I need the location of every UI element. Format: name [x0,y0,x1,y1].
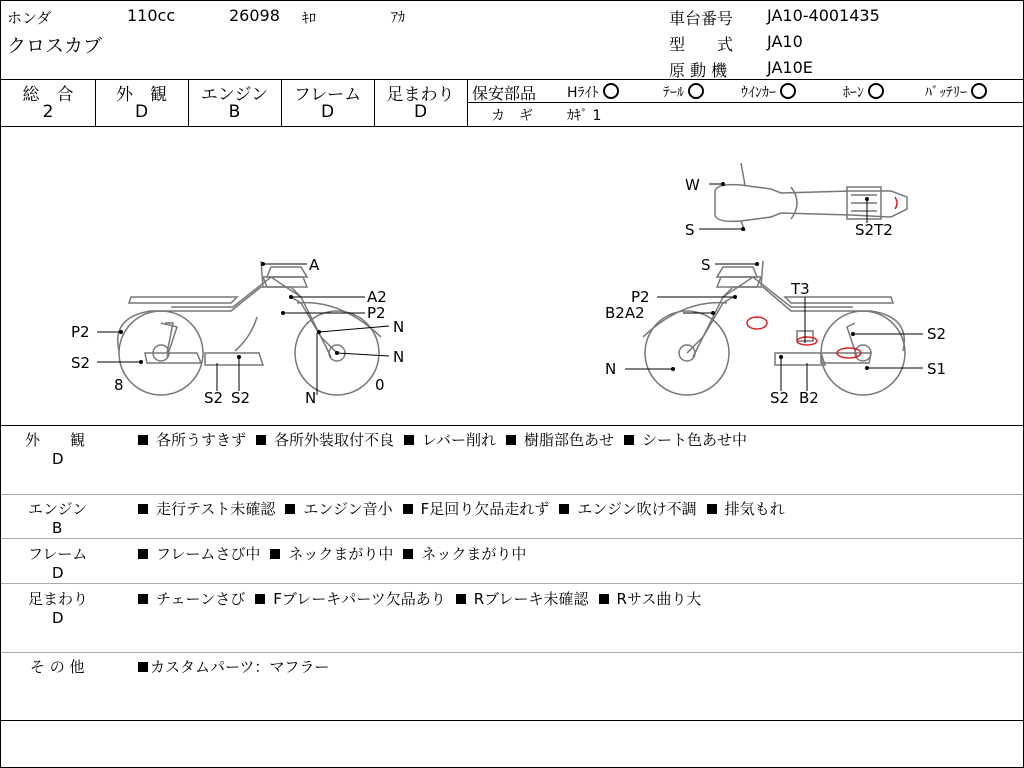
diagram-label: S [685,221,695,239]
remark-label-exterior: 外 観 [25,431,86,449]
grade-value-exterior: D [134,102,149,122]
diagram-label: S2T2 [855,221,893,239]
bike-right-side-icon [643,261,905,395]
diagram-label: S [701,256,711,274]
diagram-label: S2 [231,389,251,407]
remark-label-engine: エンジン [28,500,88,518]
ok-circle-icon [868,83,884,99]
remark-items-frame [138,543,536,564]
maker: ホンダ [7,9,52,27]
grade-label-exterior: 外 観 [116,85,167,105]
remark-item: エンジン吹け不調 [559,500,696,518]
remark-item: ネックまがり中 [270,545,393,563]
diagram-label: S1 [927,360,947,378]
remark-items-suspension [138,588,711,609]
remark-label-other: そ の 他 [30,658,85,676]
grade-value-suspension: D [413,102,428,122]
remark-items-engine [138,498,795,519]
mileage-unit: ｷﾛ [302,11,316,27]
ok-circle-icon [971,83,987,99]
remark-grade-suspension: D [52,609,64,627]
diagram-label: W [685,176,700,194]
safety-label: 保安部品 [472,84,537,103]
ok-circle-icon [780,83,796,99]
key-label: カ ギ [491,108,533,124]
remark-item: シート色あせ中 [624,431,747,449]
grade-value-frame: D [320,102,335,122]
diagram-label: N [305,389,317,407]
mileage: 26098 [229,6,280,25]
grade-value-engine: B [228,102,241,122]
remark-item: 各所うすきず [138,431,246,449]
ok-circle-icon [688,83,704,99]
diagram-label: 0 [375,376,385,394]
remark-item: チェーンさび [138,590,245,608]
remark-item: 各所外装取付不良 [256,431,394,449]
bike-left-side-icon [118,261,381,395]
diagram-label: S2 [927,325,947,343]
remark-item: レバー削れ [404,431,496,449]
engine-value: JA10E [767,58,813,77]
grade-label-overall: 総 合 [22,85,74,105]
remark-grade-exterior: D [52,450,64,468]
model-name: クロスカブ [7,35,103,57]
color: ｱｶ [391,10,405,26]
remark-label-frame: フレーム [28,545,88,563]
frame-no-label: 車台番号 [669,9,734,28]
remark-items-other: カスタムパーツ：マフラー [138,656,329,677]
remark-item: Fブレーキパーツ欠品あり [255,590,445,608]
remark-item: 排気もれ [707,500,785,518]
safety-item-winker: ｳｲﾝｶｰ [741,82,796,102]
safety-item-headlight: Hﾗｲﾄ [567,82,619,102]
grade-value-overall: 2 [42,102,54,122]
diagram-label: P2 [631,288,650,306]
safety-item-tail: ﾃｰﾙ [663,82,704,102]
diagram-label: S2 [770,389,790,407]
remark-label-suspension: 足まわり [28,590,89,608]
diagram-label: N [393,348,405,366]
diagram-label: N [393,318,405,336]
remark-items-exterior [138,429,757,450]
diagram-label: T3 [791,280,810,298]
grade-label-suspension: 足まわり [386,85,455,105]
diagram-label: S2 [71,354,91,372]
remark-item: 走行テスト未確認 [138,500,275,518]
remark-item: ネックまがり中 [403,545,526,563]
engine-label: 原 動 機 [669,61,728,80]
diagram-label: N [605,360,617,378]
diagram-label: A [309,256,320,274]
frame-no: JA10-4001435 [767,6,880,25]
ok-circle-icon [603,83,619,99]
remark-item: 樹脂部色あせ [506,431,614,449]
diagram-label: B2 [799,389,819,407]
diagram-label: A2 [367,288,387,306]
type-value: JA10 [767,32,803,51]
remark-item: フレームさび中 [138,545,260,563]
remark-grade-frame: D [52,564,64,582]
remark-item: F足回り欠品走れず [403,500,550,518]
damage-diagram [1,127,1023,425]
grade-label-engine: エンジン [200,85,269,105]
safety-item-horn: ﾎｰﾝ [843,82,884,102]
diagram-label: P2 [367,304,386,322]
remark-item: Rサス曲り大 [599,590,702,608]
divider [1,720,1023,721]
grade-label-frame: フレーム [293,85,362,105]
diagram-label: P2 [71,323,90,341]
diagram-label: 8 [114,376,124,394]
safety-item-battery: ﾊﾞｯﾃﾘｰ [925,82,987,102]
remark-grade-engine: B [52,519,63,537]
divider [1,425,1023,426]
diagram-label: S2 [204,389,224,407]
type-label: 型 式 [669,35,734,54]
diagram-label: B2A2 [605,304,645,322]
displacement: 110cc [127,6,176,25]
remark-item: エンジン音小 [285,500,392,518]
key-value: ｶｷﾞ 1 [567,108,602,124]
remark-item: Rブレーキ未確認 [456,590,589,608]
